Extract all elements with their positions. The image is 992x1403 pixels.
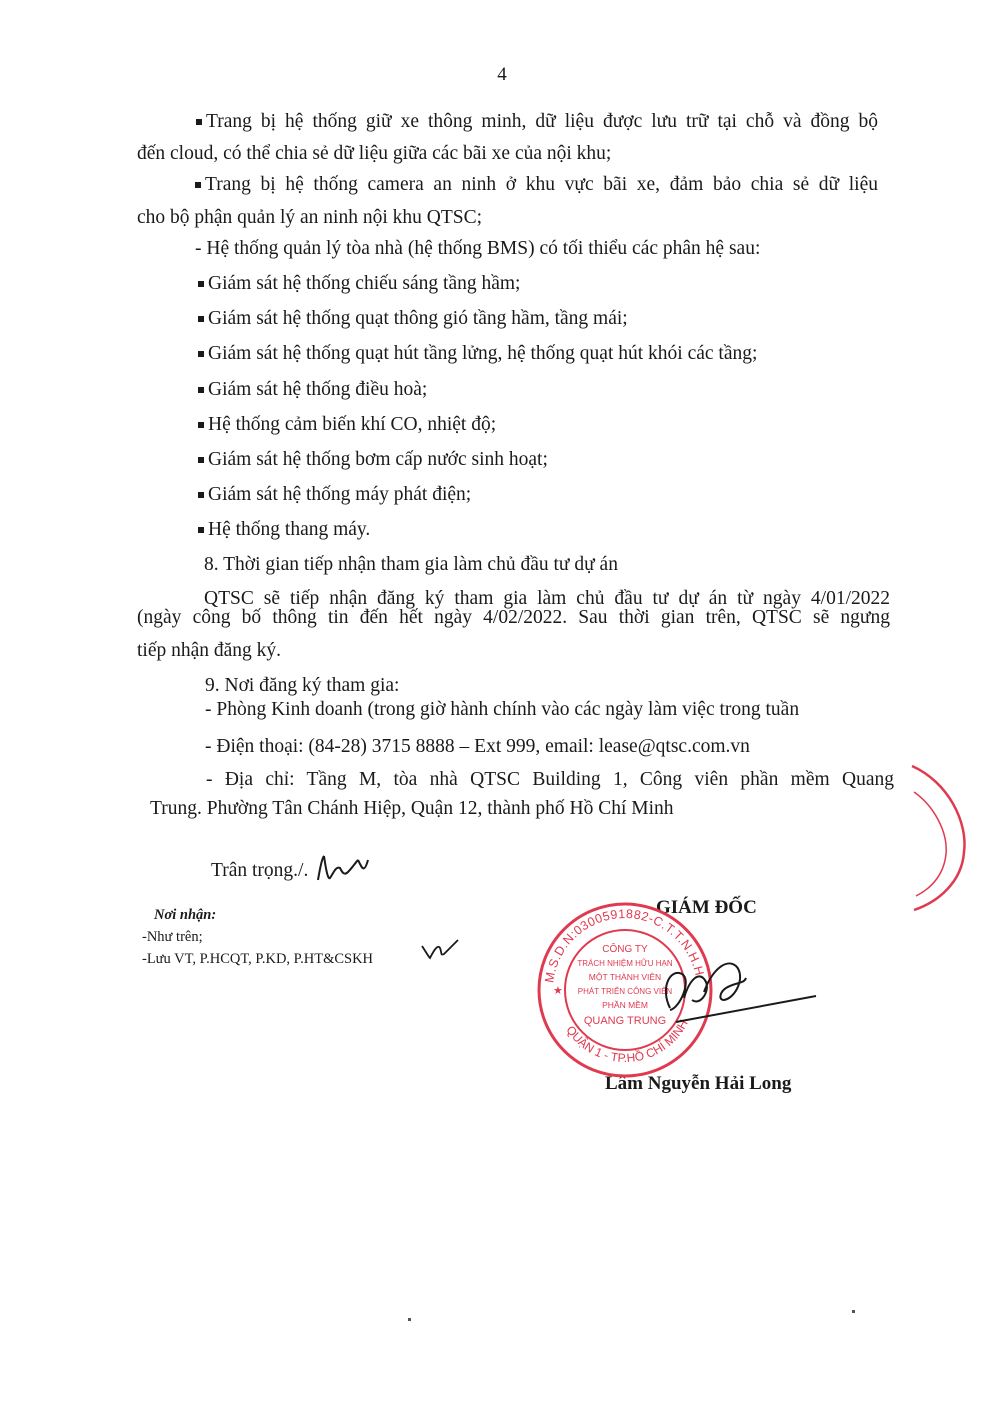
stamp-bottom-text: QUẬN 1 - TP.HỒ CHÍ MINH bbox=[563, 1017, 691, 1066]
bullet-parking-1-line1: Trang bị hệ thống giữ xe thông minh, dữ liệu được lưu trữ tại chỗ và đồng bộ bbox=[196, 109, 878, 135]
address-line2: Trung. Phường Tân Chánh Hiệp, Quận 12, thành phố Hồ Chí Minh bbox=[150, 798, 674, 819]
stamp-line: PHÁT TRIỂN CÔNG VIÊN bbox=[577, 987, 673, 996]
bms-item: Giám sát hệ thống quạt thông gió tầng hầm, tầng mái; bbox=[198, 306, 628, 332]
recipient-item: -Lưu VT, P.HCQT, P.KD, P.HT&CSKH bbox=[142, 951, 374, 967]
initials-signature-icon bbox=[312, 850, 374, 890]
initials-mark-icon bbox=[420, 938, 460, 968]
handwritten-signature-icon bbox=[640, 948, 820, 1038]
signature-title: GIÁM ĐỐC bbox=[656, 897, 757, 918]
stamp-line: TRÁCH NHIỆM HỮU HẠN bbox=[577, 959, 673, 968]
bullet-square-icon bbox=[198, 457, 204, 463]
closing-regards: Trân trọng./. bbox=[211, 860, 309, 881]
bullet-square-icon bbox=[196, 119, 202, 125]
bullet-square-icon bbox=[198, 387, 204, 393]
bullet-square-icon bbox=[198, 281, 204, 287]
bms-item: Giám sát hệ thống điều hoà; bbox=[198, 377, 427, 403]
section-8-line2: (ngày công bố thông tin đến hết ngày 4/02/2022. Sau thời gian trên, QTSC sẽ ngưng bbox=[137, 607, 890, 628]
page-number: 4 bbox=[497, 64, 507, 85]
section-8-heading: 8. Thời gian tiếp nhận tham gia làm chủ đầu tư dự án bbox=[204, 554, 618, 575]
bms-item: Hệ thống cảm biến khí CO, nhiệt độ; bbox=[198, 412, 496, 438]
bullet-square-icon bbox=[198, 527, 204, 533]
registration-office: - Phòng Kinh doanh (trong giờ hành chính vào các ngày làm việc trong tuần bbox=[205, 699, 800, 720]
stamp-ring-text: M.S.D.N:0300591882-C.T.T.N.H.H bbox=[542, 906, 707, 984]
address-line1: - Địa chỉ: Tầng M, tòa nhà QTSC Building 1, Công viên phần mềm Quang bbox=[206, 769, 894, 790]
stamp-line: PHẦN MỀM bbox=[602, 1000, 648, 1010]
recipients-title: Nơi nhận: bbox=[154, 907, 217, 923]
section-8-line3: tiếp nhận đăng ký. bbox=[137, 640, 282, 661]
bullet-parking-1-line2: đến cloud, có thể chia sẻ dữ liệu giữa các bãi xe của nội khu; bbox=[137, 143, 612, 164]
section-8-line1: QTSC sẽ tiếp nhận đăng ký tham gia làm chủ đầu tư dự án từ ngày 4/01/2022 bbox=[204, 588, 890, 609]
section-9-heading: 9. Nơi đăng ký tham gia: bbox=[205, 675, 400, 696]
stamp-line: CÔNG TY bbox=[602, 944, 648, 955]
signatory-name: Lâm Nguyễn Hải Long bbox=[605, 1073, 792, 1094]
bms-item: Giám sát hệ thống máy phát điện; bbox=[198, 482, 471, 508]
bms-intro: - Hệ thống quản lý tòa nhà (hệ thống BMS) có tối thiểu các phân hệ sau: bbox=[195, 238, 761, 259]
bms-item: Giám sát hệ thống quạt hút tầng lửng, hệ thống quạt hút khói các tầng; bbox=[198, 341, 757, 367]
scan-speck bbox=[852, 1310, 855, 1313]
stamp-line: MỘT THÀNH VIÊN bbox=[588, 972, 662, 982]
bms-item: Hệ thống thang máy. bbox=[198, 517, 370, 543]
bullet-parking-2-line1: Trang bị hệ thống camera an ninh ở khu vực bãi xe, đảm bảo chia sẻ dữ liệu bbox=[195, 172, 878, 198]
bullet-square-icon bbox=[198, 351, 204, 357]
recipient-item: -Như trên; bbox=[142, 929, 203, 945]
bullet-square-icon bbox=[198, 422, 204, 428]
bullet-square-icon bbox=[195, 182, 201, 188]
stamp-star-icon: ★ bbox=[553, 985, 563, 997]
stamp-line: QUANG TRUNG bbox=[583, 1015, 667, 1027]
scan-speck bbox=[408, 1318, 411, 1321]
bullet-square-icon bbox=[198, 316, 204, 322]
bms-item: Giám sát hệ thống bơm cấp nước sinh hoạt; bbox=[198, 447, 548, 473]
partial-stamp-icon bbox=[908, 762, 968, 912]
bullet-parking-2-line2: cho bộ phận quản lý an ninh nội khu QTSC; bbox=[137, 207, 483, 228]
contact-phone-email: - Điện thoại: (84-28) 3715 8888 – Ext 999, email: lease@qtsc.com.vn bbox=[205, 736, 750, 757]
bms-item: Giám sát hệ thống chiếu sáng tầng hầm; bbox=[198, 271, 520, 297]
bullet-square-icon bbox=[198, 492, 204, 498]
